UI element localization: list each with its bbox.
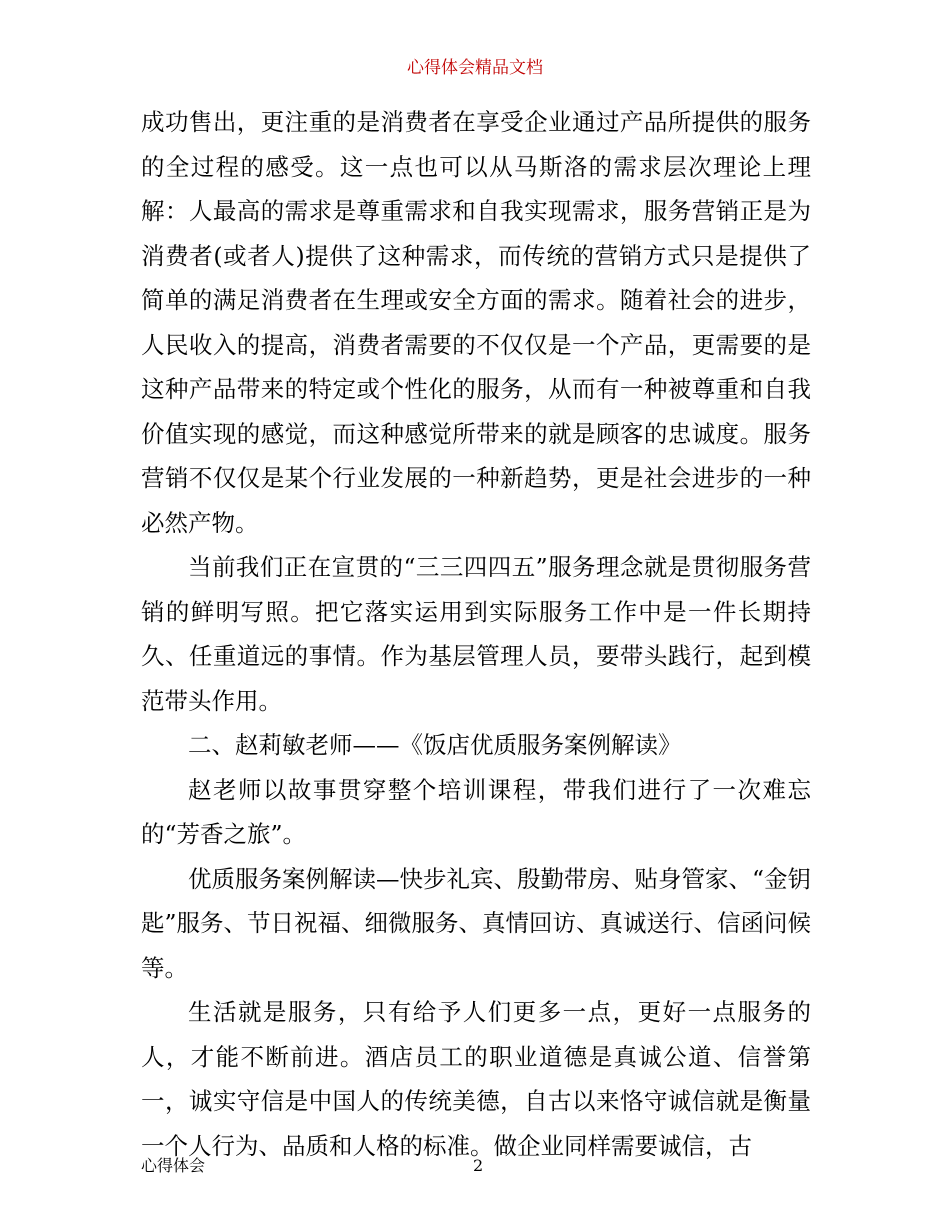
paragraph-2: 当前我们正在宣贯的“三三四四五”服务理念就是贯彻服务营销的鲜明写照。把它落实运用到实际服务工作中是一件长期持久、任重道远的事情。作为基层管理人员，要带头践行，起到模范带头作用。 (141, 553, 811, 715)
section-heading: 二、赵莉敏老师——《饭店优质服务案例解读》 (188, 731, 682, 759)
paragraph-3: 赵老师以故事贯穿整个培训课程，带我们进行了一次难忘的“芳香之旅”。 (141, 775, 811, 848)
document-body (141, 100, 811, 1168)
footer-label: 心得体会 (141, 1156, 206, 1175)
page-header-title: 心得体会精品文档 (407, 58, 543, 78)
paragraph-4: 优质服务案例解读—快步礼宾、殷勤带房、贴身管家、“金钥匙”服务、节日祝福、细微服务、真情回访、真诚送行、信函问候等。 (141, 864, 812, 982)
paragraph-5: 生活就是服务，只有给予人们更多一点，更好一点服务的人，才能不断前进。酒店员工的职业道德是真诚公道、信誉第一，诚实守信是中国人的传统美德，自古以来恪守诚信就是衡量一个人行为、品质和人格的标准。做企业同样需要诚信，古 (141, 998, 811, 1160)
paragraph-1: 成功售出，更注重的是消费者在享受企业通过产品所提供的服务的全过程的感受。这一点也可以从马斯洛的需求层次理论上理解：人最高的需求是尊重需求和自我实现需求，服务营销正是为消费者(或者人)提供了这种需求，而传统的营销方式只是提供了简单的满足消费者在生理或安全方面的需求。随着社会的进步，人民收入的提高，消费者需要的不仅仅是一个产品，更需要的是这种产品带来的特定或个性化的服务，从而有一种被尊重和自我价值实现的感觉，而这种感觉所带来的就是顾客的忠诚度。服务营销不仅仅是某个行业发展的一种新趋势，更是社会进步的一种必然产物。 (141, 108, 811, 537)
page-number: 2 (473, 1156, 484, 1175)
